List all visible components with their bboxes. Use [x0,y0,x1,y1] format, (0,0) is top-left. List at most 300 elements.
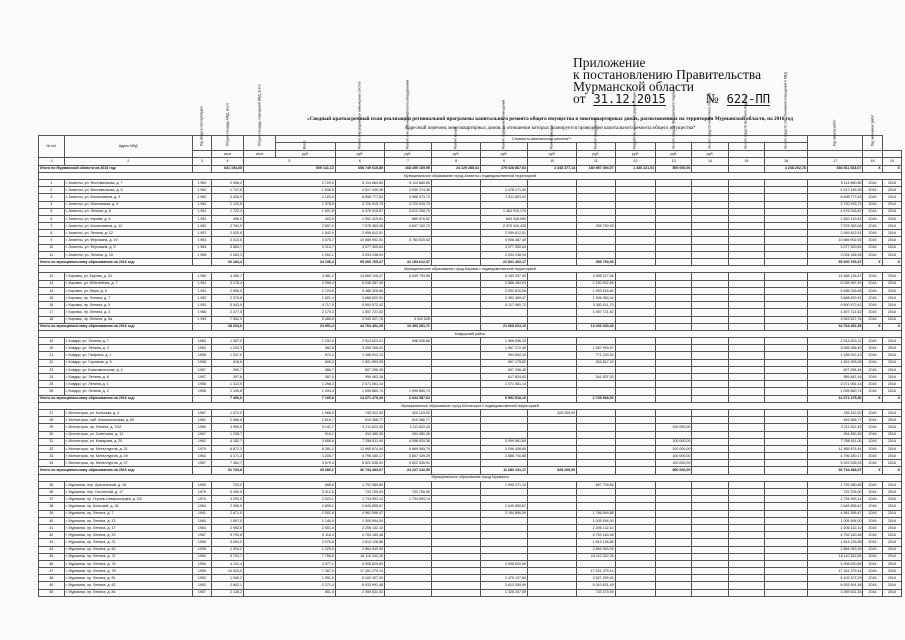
cell-c18: 607 296,45 [807,366,863,373]
cell-total: 1 095 860,74 [335,388,384,395]
table-row [39,560,902,567]
cell-n: 3 [39,194,65,201]
cell-addr: г. Кировск, ул. Юбилейная, д. 7 [64,280,192,287]
cell-c17 [765,503,808,510]
cell-c11 [528,194,577,201]
section-total-c18: 55 300 765,47 [807,259,863,266]
cell-c11 [528,345,577,352]
cell-c14 [656,309,692,316]
cell-c9 [431,388,480,395]
cell-c8 [384,568,431,575]
cell-total: 4 796 180,17 [335,453,384,460]
cell-c18: 745 312,00 [807,409,863,416]
cell-c11 [528,187,577,194]
col-header-address: Адрес МКД [64,136,192,158]
cell-c13 [615,568,656,575]
cell-addr: г. Апатиты, ул. Ленина, д. 6 [64,208,192,215]
cell-c13 [615,374,656,381]
cell-c15 [692,244,728,251]
unit-cell: руб. [335,150,384,157]
cell-c9 [431,237,480,244]
cell-c13 [615,489,656,496]
cell-c13 [615,237,656,244]
section-total-c10: 22 831 402,17 [481,259,528,266]
cell-y1: 2016 [863,438,882,445]
column-number-cell: 14 [692,158,728,165]
cell-addr: г. Мурманск, пр. Ленина, д. 76 [64,560,192,567]
cell-c16 [728,244,764,251]
cell-c13 [615,280,656,287]
unit-cell: руб. [276,150,336,157]
cell-c10: 3 194 896,59 [481,510,528,517]
unit-cell: руб. [528,150,577,157]
cell-addr: г. Апатиты, ул. Фестивальная, д. 7 [64,179,192,186]
cell-a1: 618,6 [211,359,243,366]
cell-a2: 1 842,9 [244,230,336,237]
cell-a2: 4 717,5 [244,302,336,309]
cell-y2: 2016 [882,589,901,596]
cell-c8: 3 807 439,29 [384,453,431,460]
cell-c13 [615,294,656,301]
cell-c18: 2 206 132,10 [807,524,863,531]
cell-c16 [728,517,764,524]
cell-total: 607 296,45 [335,366,384,373]
cell-total: 733 709,00 [335,489,384,496]
grand-total-addr: Итого по Мурманской области на 2016 год: [39,165,193,172]
cell-y1: 2016 [863,431,882,438]
cell-c12 [577,187,615,194]
cell-n: 22 [39,359,65,366]
cell-c17 [765,388,808,395]
cell-a2: 3 981,2 [244,273,336,280]
cell-c16 [728,294,764,301]
cell-y1: 2016 [863,179,882,186]
cell-a1: 1 233,3 [211,345,243,352]
cell-a1: 1 238,7 [211,431,243,438]
col-header-h6 [276,140,336,150]
cell-c17 [765,445,808,452]
cell-c16 [728,503,764,510]
cell-a1: 3 995,5 [211,424,243,431]
cell-c8 [384,532,431,539]
column-number-cell: 2 [64,158,192,165]
column-number-cell: 16 [765,158,808,165]
cell-c12 [577,388,615,395]
cell-c14 [656,560,692,567]
cell-c8: 6 549 753,95 [384,273,431,280]
cell-y: 1 952 [192,294,211,301]
unit-cell [807,150,863,157]
cell-a2: 403,5 [244,215,336,222]
cell-c10: 1 464 910,170 [481,208,528,215]
cell-y: 1 960 [192,273,211,280]
grand-total-c15 [692,165,728,172]
col-header-number: № п/п [39,136,65,158]
cell-y1: 2016 [863,553,882,560]
cell-a1: 3 064,0 [211,539,243,546]
col-header-h3 [192,105,211,151]
unit-cell: руб. [431,150,480,157]
cell-y: 1957 [192,589,211,596]
column-number-cell: 18 [863,158,882,165]
cell-c14 [656,553,692,560]
cell-c9 [431,294,480,301]
cell-c9 [431,532,480,539]
cell-n: 31 [39,438,65,445]
cell-addr: г. Мончегорск, пр. Металлургов, д. 27 [64,460,192,467]
cell-c16 [728,201,764,208]
table-row [39,510,902,517]
cell-y2: 2016 [882,510,901,517]
cell-c11 [528,589,577,596]
cell-c14: 100 000,00 [656,424,692,431]
section-name: Ковдорский район [39,330,902,337]
cell-c14 [656,510,692,517]
cell-c11 [528,388,577,395]
cell-c15 [692,179,728,186]
col-header-label: Общая площадь МКД, всего [225,102,230,146]
cell-n: 2 [39,187,65,194]
cell-a1: 1 940,2 [211,575,243,582]
cell-y2: 2016 [882,409,901,416]
cell-a1: 5 543,5 [211,302,243,309]
section-total-y1: X [863,259,882,266]
unit-cell: кв.м [211,150,243,157]
cell-c9 [431,273,480,280]
cell-a1: 2 842,1 [211,582,243,589]
section-total-c8: 24 227 142,90 [384,467,431,474]
cell-c13 [615,424,656,431]
cell-addr: г. Кировск, ул. Кирова, д. 34 [64,273,192,280]
cell-c17 [765,208,808,215]
cell-y2: 2016 [882,532,901,539]
cell-a2: 1 978,8 [244,201,336,208]
resolution-date-number [573,93,873,106]
cell-c18: 7 578 363,06 [807,223,863,230]
cell-total: 1 552 419,81 [335,215,384,222]
cell-c16 [728,345,764,352]
cell-addr: г. Мончегорск, пр. Металлургов, д. 31 [64,445,192,452]
cell-y1: 2016 [863,280,882,287]
cell-a2: 2 523,1 [244,496,336,503]
cell-y: 1 962 [192,223,211,230]
cell-a2: 2 720,0 [244,179,336,186]
cell-total: 4 908 620,69 [335,560,384,567]
cell-c16 [728,287,764,294]
column-number-cell: 8 [431,158,480,165]
cell-addr: г. Кировск, пр. Ленина, д. 5а [64,316,192,323]
section-total-row [39,467,902,474]
cell-n: 8 [39,230,65,237]
cell-c18: 3 077 300,64 [807,244,863,251]
col-header-h4 [211,102,243,151]
cell-y1: 2016 [863,445,882,452]
cell-y: 1950 [192,553,211,560]
cell-c17 [765,510,808,517]
cell-c16 [728,388,764,395]
cell-n: 12 [39,273,65,280]
cell-c17 [765,589,808,596]
section-total-c14 [656,323,692,330]
cell-c18: 2 914 623,21 [807,338,863,345]
cell-total: 17 161 279,14 [335,568,384,575]
cell-c18: 4 908 620,69 [807,560,863,567]
cell-y: 1957 [192,374,211,381]
section-total-a1: 28 204,6 [211,323,243,330]
col-header-h8 [384,80,431,150]
cell-c14: 100 000,00 [656,445,692,452]
cell-c17 [765,280,808,287]
cell-c10 [481,409,528,416]
cell-addr: г. Мончегорск, ул. Кольская, д. 4 [64,409,192,416]
cell-c12 [577,316,615,323]
cell-y: 1967 [192,532,211,539]
cell-c18: 7 258 911,00 [807,438,863,445]
cell-total: 3 668 829,91 [335,294,384,301]
cell-c9 [431,230,480,237]
cell-c14 [656,374,692,381]
cell-a2: 1 601,8 [244,208,336,215]
cell-c17 [765,201,808,208]
cell-c13 [615,582,656,589]
cell-c16 [728,424,764,431]
cell-y: 1 964 [192,244,211,251]
section-total-row [39,323,902,330]
section-total-c15 [692,323,728,330]
col-header-label: Ремонт крыши [453,127,458,150]
cell-c14 [656,338,692,345]
table-row [39,575,902,582]
cell-c11 [528,539,577,546]
cell-n: 19 [39,338,65,345]
cell-c18: 3 034 248,94 [807,251,863,258]
cell-addr: г. Апатиты, ул. Ленина, д. 12 [64,230,192,237]
table-row [39,388,902,395]
cell-c9 [431,481,480,488]
cell-c9 [431,309,480,316]
cell-y: 1 956 [192,309,211,316]
cell-c10 [481,388,528,395]
table-row [39,381,902,388]
cell-c10 [481,316,528,323]
cell-a1: 2 906,5 [211,287,243,294]
cell-c18: 14 568 126,47 [807,273,863,280]
column-number-cell: 11 [577,158,615,165]
cell-a2: 3 205,7 [244,453,336,460]
cell-c17 [765,431,808,438]
cell-c10 [481,489,528,496]
cell-c17 [765,424,808,431]
number-label: № [705,91,719,106]
cell-addr: г. Ковдор, ул. Ленина, д. 3 [64,345,192,352]
cell-a1: 2 966,6 [211,417,243,424]
cell-total: 1 792 980,85 [335,481,384,488]
cell-c13 [615,381,656,388]
section-total-c12: 355 750,93 [577,259,615,266]
cell-c8 [384,510,431,517]
cell-y1: 2016 [863,345,882,352]
col-header-label: Ремонт подвальных помещений [501,100,506,150]
table-row [39,338,902,345]
cell-addr: г. Мурманск, пер. Арктический, д. 16 [64,481,192,488]
cell-c14 [656,187,692,194]
cell-addr: г. Мончегорск, наб. Комсомольская, д. 60 [64,417,192,424]
grand-total-y [192,165,211,172]
cell-a1: 3 313,6 [211,237,243,244]
cell-c12 [577,431,615,438]
cell-y: 1 953 [192,302,211,309]
cell-a2: 3 075,7 [244,237,336,244]
cell-c15 [692,460,728,467]
cell-c15 [692,381,728,388]
cell-total: 3 077 300,64 [335,244,384,251]
cell-c11 [528,208,577,215]
cell-y: 1984 [192,503,211,510]
cell-c10: 2 475 127,84 [481,575,528,582]
cell-c12: 1 005 594,00 [577,517,615,524]
cell-n: 6 [39,215,65,222]
cell-c12 [577,338,615,345]
table-row [39,345,902,352]
section-total-c17 [765,467,808,474]
cell-a1: 4 280,7 [211,273,243,280]
cell-a2: 386,7 [244,366,336,373]
cell-a1: 1 037,0 [211,352,243,359]
cell-c9 [431,560,480,567]
cell-y2: 2016 [882,251,901,258]
cell-n: 23 [39,366,65,373]
cell-c17 [765,316,808,323]
cell-c15 [692,438,728,445]
cell-c12 [577,215,615,222]
cell-a2: 3 313,7 [244,244,336,251]
cell-y: 1970 [192,445,211,452]
cell-y: 1950 [192,481,211,488]
cell-total: 2 864 949,39 [335,546,384,553]
cell-c17 [765,539,808,546]
cell-a2: 916,1 [244,431,336,438]
cell-c16 [728,532,764,539]
cell-y2: 2016 [882,546,901,553]
cell-y1: 2016 [863,481,882,488]
cell-a1: 1 312,5 [211,381,243,388]
cell-c10: 6 117 960,72 [481,302,528,309]
cell-c10: 4 906 387,40 [481,237,528,244]
section-total-c13 [615,259,656,266]
cell-c17 [765,294,808,301]
cell-c16 [728,489,764,496]
col-header-h10 [481,100,528,150]
section-total-y [192,259,211,266]
cell-c15 [692,302,728,309]
cell-y2: 2016 [882,345,901,352]
cell-n: 42 [39,532,65,539]
cell-c11 [528,201,577,208]
cell-c11 [528,179,577,186]
section-total-c8: 10 493 281,71 [384,323,431,330]
table-row [39,431,902,438]
cell-c8 [384,309,431,316]
cell-c9 [431,496,480,503]
cell-y1: 2016 [863,294,882,301]
cell-c12 [577,438,615,445]
cell-c9 [431,366,480,373]
cell-a2: 387,0 [244,374,336,381]
col-header-h9 [431,127,480,150]
table-row [39,503,902,510]
col-header-h17 [765,72,808,150]
cell-a2: 606,3 [244,359,336,366]
cell-c18: 1 814 126,86 [807,539,863,546]
cell-c17 [765,366,808,373]
cell-n: 36 [39,489,65,496]
cell-c12: 1 306 360,44 [577,294,615,301]
cell-addr: г. Кировск, ул. Мира, д. 5 [64,287,192,294]
cell-c10: 394 692,19 [481,352,528,359]
section-header-row [39,330,902,337]
cell-c15 [692,251,728,258]
cell-a1: 5 793,8 [211,532,243,539]
section-total-c10: 21 065 023,10 [481,323,528,330]
cell-y: 1 957 [192,230,211,237]
cell-a1: 390,7 [211,366,243,373]
cell-c18: 6 038 987,49 [807,280,863,287]
cell-c13 [615,460,656,467]
cell-c18: 17 161 279,14 [807,568,863,575]
cell-c18: 4 753 160,48 [807,532,863,539]
cell-c11 [528,510,577,517]
col-header-h7 [335,81,384,150]
cell-c10: 1 095 271,19 [481,481,528,488]
cell-c17 [765,273,808,280]
grand-total-c17: 4 238 202,78 [765,165,808,172]
cell-a1: 2 083,3 [211,251,243,258]
section-total-y1: X [863,467,882,474]
cell-c12: 4 753 160,48 [577,532,615,539]
cell-c10 [481,201,528,208]
cell-total: 745 312,00 [335,409,384,416]
cell-n: 16 [39,302,65,309]
section-total-a1: 26 184,4 [211,259,243,266]
cell-c12 [577,445,615,452]
cell-total: 2 071 061,14 [335,381,384,388]
cell-c13 [615,179,656,186]
cell-c14 [656,589,692,596]
cell-addr: г. Мурманск, пр. Ленина, д. 60 [64,546,192,553]
cell-y2: 2016 [882,208,901,215]
cell-c13 [615,510,656,517]
cell-c17 [765,287,808,294]
col-header-h18 [807,119,863,151]
cell-a1: 10 520,0 [211,568,243,575]
cell-addr: г. Ковдор, ул. Комсомольская, д. 4 [64,366,192,373]
cell-c17 [765,560,808,567]
grand-total-a2: 509 141,12 [244,165,336,172]
cell-c18: 6 102 427,29 [807,575,863,582]
cell-c16 [728,366,764,373]
section-total-c16 [728,259,764,266]
cell-c15 [692,417,728,424]
cell-c8 [384,374,431,381]
cell-n: 20 [39,345,65,352]
cell-y1: 2016 [863,575,882,582]
cell-c8 [384,589,431,596]
cell-c12: 771 220,93 [577,352,615,359]
cell-c17 [765,489,808,496]
cell-a1: 4 171,3 [211,453,243,460]
cell-c9 [431,208,480,215]
cell-addr: г. Апатиты, ул. Ленина, д. 15 [64,251,192,258]
